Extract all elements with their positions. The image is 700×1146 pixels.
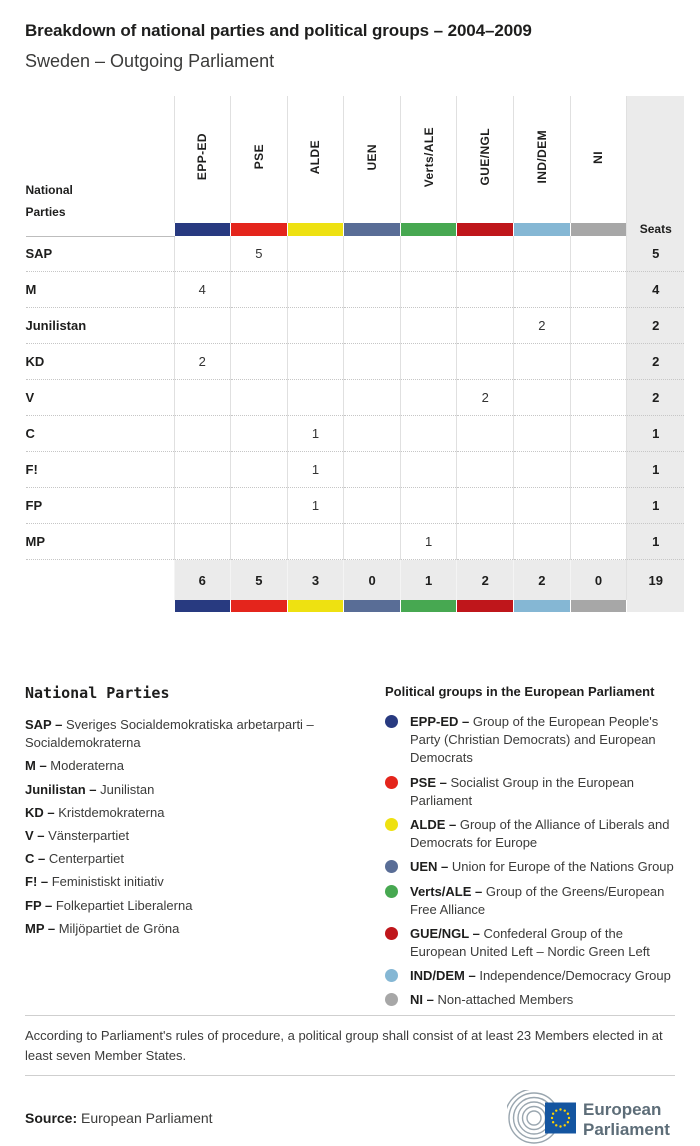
group-color-bar-UEN xyxy=(344,223,401,236)
logo-text xyxy=(583,1100,670,1139)
party-legend-item: Junilistan – Junilistan xyxy=(25,781,155,797)
group-color-dot-icon xyxy=(385,993,398,1006)
seat-cell xyxy=(174,452,231,488)
seat-cell xyxy=(570,416,627,452)
eu-flag-icon xyxy=(545,1103,576,1134)
party-label: V xyxy=(26,380,175,416)
party-seats-total: 1 xyxy=(627,416,685,452)
group-header-EPP-ED xyxy=(174,96,231,223)
national-parties-header-label: National Parties xyxy=(25,183,73,219)
seat-cell: 5 xyxy=(231,236,288,272)
seat-cell xyxy=(231,344,288,380)
national-parties-legend-title: National Parties xyxy=(25,684,170,702)
group-total: 5 xyxy=(231,560,288,601)
breakdown-table-wrap xyxy=(25,96,675,612)
party-row xyxy=(26,272,685,308)
group-header-IND/DEM xyxy=(514,96,571,223)
political-groups-legend xyxy=(385,684,675,1011)
group-color-dot-icon xyxy=(385,818,398,831)
group-legend-text: UEN – Union for Europe of the Nations Group xyxy=(410,859,674,875)
group-header-label: UEN xyxy=(365,143,380,171)
seat-cell xyxy=(514,524,571,560)
seat-cell xyxy=(231,524,288,560)
bottom-bar-label-empty xyxy=(26,600,175,612)
group-header-label: Verts/ALE xyxy=(421,126,436,188)
seat-cell xyxy=(400,236,457,272)
seat-cell xyxy=(570,524,627,560)
seat-cell xyxy=(570,452,627,488)
party-row xyxy=(26,236,685,272)
group-legend-text: PSE – Socialist Group in the European Parliament xyxy=(410,774,635,808)
party-row xyxy=(26,524,685,560)
seat-cell xyxy=(174,488,231,524)
seat-cell xyxy=(400,380,457,416)
party-legend-abbr: V – xyxy=(25,827,49,843)
group-legend-abbr: GUE/NGL – xyxy=(410,925,484,941)
footnote: According to Parliament's rules of procedure, a political group shall consist of at least 23 Members elected in at least seven Member States. xyxy=(25,1028,663,1063)
seat-cell xyxy=(174,236,231,272)
party-label: F! xyxy=(26,452,175,488)
group-color-bar-GUE/NGL xyxy=(457,223,514,236)
group-color-bar-ALDE xyxy=(287,223,344,236)
seat-cell xyxy=(174,380,231,416)
seat-cell xyxy=(457,236,514,272)
group-legend-abbr: PSE – xyxy=(410,774,451,790)
page-subtitle: Sweden – Outgoing Parliament xyxy=(25,51,275,71)
bottom-color-bar-Verts/ALE xyxy=(400,600,457,612)
group-legend-text: GUE/NGL – Confederal Group of the European United Left – Nordic Green Left xyxy=(410,925,650,960)
divider-top xyxy=(25,1015,675,1016)
group-header-label: ALDE xyxy=(308,139,323,175)
national-parties-legend xyxy=(25,684,365,1011)
group-total: 2 xyxy=(514,560,571,601)
seat-cell: 1 xyxy=(287,488,344,524)
seat-cell xyxy=(174,524,231,560)
source-row xyxy=(25,1092,675,1144)
seat-cell xyxy=(174,308,231,344)
party-label: Junilistan xyxy=(26,308,175,344)
group-legend-text: ALDE – Group of the Alliance of Liberals and Democrats for Europe xyxy=(410,816,670,851)
group-header-label: GUE/NGL xyxy=(478,128,493,186)
seat-cell xyxy=(344,488,401,524)
bottom-color-bar-GUE/NGL xyxy=(457,600,514,612)
seat-cell xyxy=(287,344,344,380)
seat-cell xyxy=(400,344,457,380)
group-legend-abbr: IND/DEM – xyxy=(410,968,480,984)
party-row xyxy=(26,308,685,344)
party-label: C xyxy=(26,416,175,452)
group-color-dot-icon xyxy=(385,860,398,873)
seat-cell: 4 xyxy=(174,272,231,308)
seat-cell xyxy=(570,488,627,524)
group-legend-item xyxy=(385,991,675,1009)
group-color-bar-EPP-ED xyxy=(174,223,231,236)
group-color-dot-icon xyxy=(385,969,398,982)
seat-cell xyxy=(457,344,514,380)
group-legend-text: NI – Non-attached Members xyxy=(410,992,574,1008)
group-header-NI xyxy=(570,96,627,223)
party-label: FP xyxy=(26,488,175,524)
party-legend-item: FP – Folkepartiet Liberalerna xyxy=(25,897,193,913)
seat-cell xyxy=(570,272,627,308)
seat-cell xyxy=(457,272,514,308)
seat-cell xyxy=(514,488,571,524)
seat-cell xyxy=(457,524,514,560)
seat-cell: 2 xyxy=(514,308,571,344)
group-legend-item xyxy=(385,713,675,768)
seat-cell xyxy=(344,380,401,416)
seat-cell xyxy=(570,308,627,344)
seat-cell xyxy=(287,272,344,308)
seat-cell xyxy=(400,416,457,452)
group-total: 2 xyxy=(457,560,514,601)
seat-cell xyxy=(514,452,571,488)
group-header-ALDE xyxy=(287,96,344,223)
political-groups-legend-items xyxy=(385,713,675,1010)
bottom-color-bar-EPP-ED xyxy=(174,600,231,612)
party-legend-item: V – Vänsterpartiet xyxy=(25,827,130,843)
party-seats-total: 5 xyxy=(627,236,685,272)
logo-text-line2: Parliament xyxy=(583,1120,670,1139)
page-title: Breakdown of national parties and political groups – 2004–2009 xyxy=(25,21,532,40)
party-legend-item: SAP – Sveriges Socialdemokratiska arbetarparti – Socialdemokraterna xyxy=(25,717,314,751)
party-label: SAP xyxy=(25,246,53,262)
party-seats-total: 1 xyxy=(627,524,685,560)
group-legend-abbr: ALDE – xyxy=(410,816,460,832)
group-header-row xyxy=(26,96,685,223)
party-legend-item: M – Moderaterna xyxy=(25,758,125,774)
seat-cell xyxy=(231,452,288,488)
party-legend-abbr: MP – xyxy=(25,920,59,936)
party-legend-item: KD – Kristdemokraterna xyxy=(25,804,165,820)
seat-cell: 2 xyxy=(174,344,231,380)
legend-section xyxy=(25,684,675,1011)
seat-cell xyxy=(174,416,231,452)
bottom-color-bar-NI xyxy=(570,600,627,612)
seat-cell xyxy=(514,416,571,452)
group-color-bar-PSE xyxy=(231,223,288,236)
group-header-label: IND/DEM xyxy=(534,130,549,184)
party-seats-total: 4 xyxy=(627,272,685,308)
seat-cell xyxy=(400,452,457,488)
party-row xyxy=(26,488,685,524)
group-header-Verts/ALE xyxy=(400,96,457,223)
group-total: 3 xyxy=(287,560,344,601)
seat-cell xyxy=(344,524,401,560)
party-label: M xyxy=(26,272,175,308)
seat-cell xyxy=(344,416,401,452)
group-legend-text: IND/DEM – Independence/Democracy Group xyxy=(410,968,671,984)
seat-cell xyxy=(457,416,514,452)
source-value: European Parliament xyxy=(81,1110,213,1126)
group-color-bar-NI xyxy=(570,223,627,236)
group-header-PSE xyxy=(231,96,288,223)
bottom-bar-seats xyxy=(627,600,685,612)
source-label: Source: xyxy=(25,1110,78,1126)
bottom-color-bar-IND/DEM xyxy=(514,600,571,612)
party-row xyxy=(26,344,685,380)
totals-row xyxy=(26,560,685,601)
party-row xyxy=(26,380,685,416)
seats-header-label: Seats xyxy=(639,222,672,236)
seat-cell xyxy=(570,344,627,380)
seat-cell xyxy=(457,308,514,344)
seat-cell: 1 xyxy=(400,524,457,560)
group-header-GUE/NGL xyxy=(457,96,514,223)
seat-cell: 2 xyxy=(457,380,514,416)
party-seats-total: 2 xyxy=(627,344,685,380)
seat-cell xyxy=(457,452,514,488)
seat-cell: 1 xyxy=(287,416,344,452)
group-legend-abbr: Verts/ALE – xyxy=(410,883,486,899)
seat-cell xyxy=(344,236,401,272)
logo-text-line1: European xyxy=(583,1100,662,1119)
seat-cell xyxy=(287,236,344,272)
group-color-dot-icon xyxy=(385,885,398,898)
seat-cell xyxy=(287,380,344,416)
seat-cell xyxy=(231,416,288,452)
seats-grand-total: 19 xyxy=(627,560,685,601)
group-legend-item xyxy=(385,925,675,961)
seat-cell xyxy=(514,344,571,380)
group-legend-item xyxy=(385,858,675,876)
group-legend-item xyxy=(385,967,675,985)
source-text xyxy=(25,1110,213,1126)
group-header-label: EPP-ED xyxy=(195,133,210,181)
group-total: 0 xyxy=(570,560,627,601)
party-legend-abbr: SAP – xyxy=(25,717,66,732)
party-legend-abbr: M – xyxy=(25,758,51,774)
seat-cell xyxy=(514,236,571,272)
seat-cell xyxy=(287,524,344,560)
group-legend-text: EPP-ED – Group of the European People's Party (Christian Democrats) and European Democrats xyxy=(410,714,659,766)
party-row xyxy=(26,416,685,452)
group-total: 1 xyxy=(400,560,457,601)
party-legend-abbr: Junilistan – xyxy=(25,781,101,797)
seat-cell xyxy=(400,308,457,344)
seats-header xyxy=(627,96,685,236)
seat-cell xyxy=(344,308,401,344)
group-legend-item xyxy=(385,883,675,919)
bottom-color-bar-row xyxy=(26,600,685,612)
seat-cell xyxy=(344,272,401,308)
seat-cell xyxy=(514,272,571,308)
seat-cell xyxy=(570,380,627,416)
group-total: 0 xyxy=(344,560,401,601)
seat-cell xyxy=(570,236,627,272)
group-legend-item xyxy=(385,774,675,810)
party-legend-item: MP – Miljöpartiet de Gröna xyxy=(25,920,180,936)
bottom-color-bar-UEN xyxy=(344,600,401,612)
group-color-dot-icon xyxy=(385,776,398,789)
seat-cell: 1 xyxy=(287,452,344,488)
seat-cell xyxy=(231,380,288,416)
seat-cell xyxy=(457,488,514,524)
seat-cell xyxy=(344,344,401,380)
seat-cell xyxy=(231,308,288,344)
group-legend-text: Verts/ALE – Group of the Greens/European Free Alliance xyxy=(410,883,665,917)
breakdown-table xyxy=(25,96,684,612)
divider-bottom xyxy=(25,1075,675,1076)
bottom-color-bar-ALDE xyxy=(287,600,344,612)
seat-cell xyxy=(400,488,457,524)
national-parties-legend-items xyxy=(25,716,365,938)
seat-cell xyxy=(400,272,457,308)
group-header-label: NI xyxy=(591,150,606,164)
group-legend-abbr: UEN – xyxy=(410,859,452,875)
party-label: MP xyxy=(26,524,175,560)
party-seats-total: 1 xyxy=(627,488,685,524)
seat-cell xyxy=(514,380,571,416)
group-color-bar-Verts/ALE xyxy=(400,223,457,236)
group-header-label: PSE xyxy=(251,144,266,170)
european-parliament-logo xyxy=(507,1090,675,1146)
group-header-UEN xyxy=(344,96,401,223)
party-label: KD xyxy=(26,344,175,380)
party-seats-total: 1 xyxy=(627,452,685,488)
group-color-bar-IND/DEM xyxy=(514,223,571,236)
party-seats-total: 2 xyxy=(627,380,685,416)
party-legend-abbr: FP – xyxy=(25,897,56,913)
seat-cell xyxy=(231,488,288,524)
group-legend-item xyxy=(385,816,675,852)
political-groups-legend-title: Political groups in the European Parliament xyxy=(385,684,655,699)
party-legend-abbr: F! – xyxy=(25,874,52,890)
seat-cell xyxy=(287,308,344,344)
party-legend-item: F! – Feministiskt initiativ xyxy=(25,874,164,890)
national-parties-header xyxy=(26,96,175,236)
seat-cell xyxy=(344,452,401,488)
party-legend-abbr: KD – xyxy=(25,804,59,820)
party-legend-item: C – Centerpartiet xyxy=(25,851,124,867)
group-legend-abbr: EPP-ED – xyxy=(410,714,473,729)
group-legend-abbr: NI – xyxy=(410,992,438,1008)
totals-label-empty xyxy=(26,560,175,601)
party-legend-abbr: C – xyxy=(25,851,49,867)
group-color-dot-icon xyxy=(385,927,398,940)
bottom-color-bar-PSE xyxy=(231,600,288,612)
party-seats-total: 2 xyxy=(627,308,685,344)
group-color-dot-icon xyxy=(385,715,398,728)
group-total: 6 xyxy=(174,560,231,601)
seat-cell xyxy=(231,272,288,308)
party-row xyxy=(26,452,685,488)
